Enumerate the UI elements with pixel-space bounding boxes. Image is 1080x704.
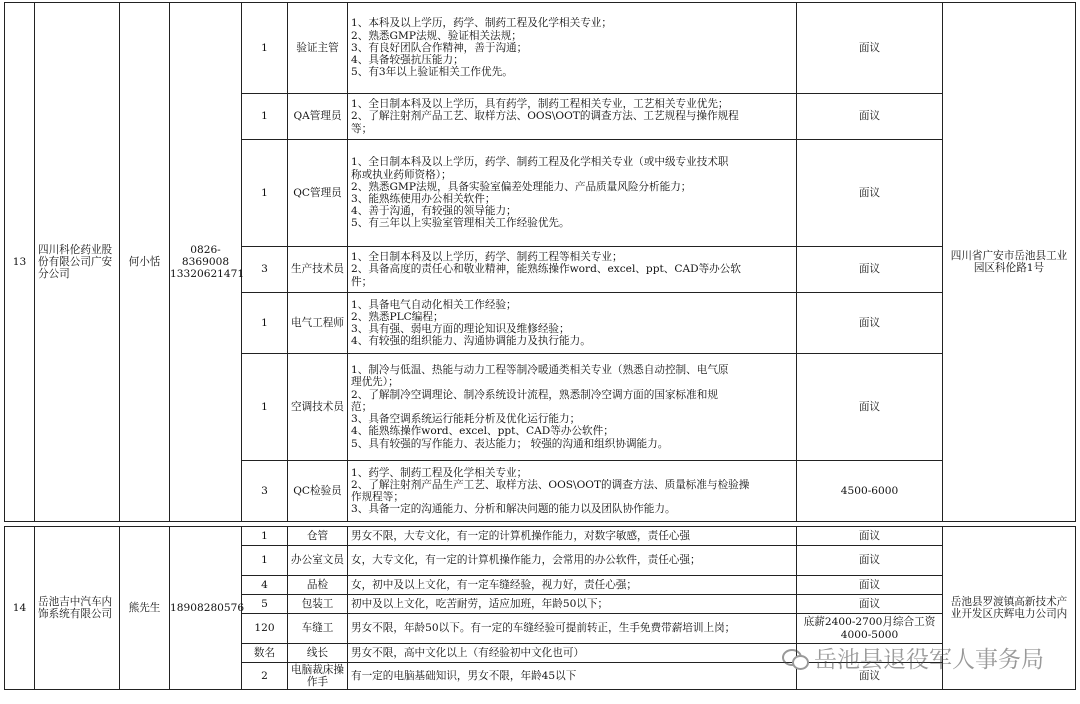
job-salary: 面议	[797, 3, 943, 94]
job-count: 1	[242, 140, 288, 247]
requirement-line: 3、能熟练使用办公相关软件；	[351, 193, 496, 205]
requirement-line: 理优先）；	[351, 376, 399, 389]
job-title: 包装工	[288, 595, 348, 614]
job-salary	[797, 644, 943, 663]
job-requirements	[348, 546, 797, 576]
company-name: 岳池吉中汽车内饰系统有限公司	[35, 527, 120, 690]
salary-line: 底薪2400-2700月综合工资	[803, 616, 936, 629]
job-title: QA管理员	[288, 94, 348, 140]
company-address: 岳池县罗渡镇高新技术产业开发区庆辉电力公司内	[943, 527, 1076, 690]
phone-line: 0826-	[190, 243, 221, 256]
requirement-line: 2、了解注射剂产品生产工艺、取样方法、OOS\OOT的调查方法、质量标准与检验操	[351, 478, 750, 491]
requirement-line: 4、能熟练操作word、excel、ppt、CAD等办公软件；	[351, 425, 614, 438]
requirement-line: 1、制冷与低温、热能与动力工程等制冷暖通类相关专业（熟悉自动控制、电气原	[351, 364, 729, 377]
job-title: QC检验员	[288, 461, 348, 522]
job-count: 5	[242, 595, 288, 614]
requirement-line: 4、具备较强抗压能力；	[351, 54, 464, 67]
requirement-line: 男女不限，大专文化，有一定的计算机操作能力，对数字敏感，责任心强	[351, 529, 690, 542]
job-count: 4	[242, 576, 288, 595]
company-number: 13	[5, 3, 35, 522]
job-title: 空调技术员	[288, 354, 348, 461]
job-requirements	[348, 527, 797, 546]
job-requirements	[348, 663, 797, 690]
requirement-line: 1、全日制本科及以上学历，药学、制药工程及化学相关专业（或中级专业技术职	[351, 156, 729, 169]
job-count: 120	[242, 614, 288, 644]
requirement-line: 3、具有强、弱电方面的理论知识及维修经验；	[351, 323, 570, 335]
job-count: 2	[242, 663, 288, 690]
job-requirements	[348, 94, 797, 140]
job-title: 验证主管	[288, 3, 348, 94]
requirement-line: 1、全日制本科及以上学历，药学、制药工程等相关专业；	[351, 251, 623, 264]
job-salary: 面议	[797, 576, 943, 595]
requirement-line: 件；	[351, 275, 373, 288]
job-count: 1	[242, 94, 288, 140]
requirement-line: 范；	[351, 400, 373, 413]
requirement-line: 4、有较强的组织能力、沟通协调能力及执行能力。	[351, 335, 591, 348]
job-count: 3	[242, 461, 288, 522]
job-title: 办公室文员	[288, 546, 348, 576]
job-row	[5, 527, 1076, 546]
job-requirements	[348, 354, 797, 461]
job-count: 1	[242, 527, 288, 546]
job-requirements	[348, 293, 797, 354]
requirement-line: 称或执业药师资格）；	[351, 168, 452, 181]
contact-phone	[170, 527, 245, 690]
requirement-line: 女，初中及以上文化，有一定车缝经验，视力好，责任心强；	[351, 578, 638, 591]
job-requirements	[348, 614, 797, 644]
job-requirements	[348, 461, 797, 522]
salary-line: 4000-5000	[840, 628, 899, 641]
job-salary: 面议	[797, 293, 943, 354]
watermark-text: 岳池县退役军人事务局	[814, 647, 1044, 673]
requirement-line: 5、有3年以上验证相关工作优先。	[351, 66, 513, 79]
job-title: 电脑裁床操作手	[288, 663, 348, 690]
job-title: 生产技术员	[288, 247, 348, 293]
contact-person: 何小恬	[120, 3, 170, 522]
requirement-line: 3、具备一定的沟通能力、分析和解决问题的能力以及团队协作能力。	[351, 503, 676, 516]
requirement-line: 等；	[351, 122, 373, 135]
company-number: 14	[5, 527, 35, 690]
requirement-line: 3、有良好团队合作精神，善于沟通；	[351, 41, 528, 54]
job-salary: 面议	[797, 247, 943, 293]
phone-line: 13320621471	[170, 268, 245, 281]
job-count: 3	[242, 247, 288, 293]
job-salary: 4500-6000	[797, 461, 943, 522]
contact-person: 熊先生	[120, 527, 170, 690]
requirement-line: 男女不限，高中文化以上（有经验初中文化也可）	[351, 646, 585, 659]
job-title: 品检	[288, 576, 348, 595]
job-title: 车缝工	[288, 614, 348, 644]
job-salary	[797, 614, 943, 644]
phone-line: 18908280576	[170, 602, 245, 615]
job-requirements	[348, 576, 797, 595]
job-title: 仓管	[288, 527, 348, 546]
contact-phone	[170, 3, 245, 522]
requirement-line: 1、具备电气自动化相关工作经验；	[351, 298, 517, 311]
company-name: 四川科伦药业股份有限公司广安分公司	[35, 3, 120, 522]
requirement-line: 1、全日制本科及以上学历，具有药学，制药工程相关专业，工艺相关专业优先；	[351, 98, 729, 111]
job-count: 1	[242, 546, 288, 576]
requirement-line: 5、具有较强的写作能力、表达能力； 较强的沟通和组织协调能力。	[351, 437, 669, 450]
requirement-line: 有一定的电脑基础知识，男女不限，年龄45以下	[351, 670, 577, 683]
company-address: 四川省广安市岳池县工业园区科伦路1号	[943, 3, 1076, 522]
job-count: 1	[242, 3, 288, 94]
requirement-line: 5、有三年以上实验室管理相关工作经验优先。	[351, 217, 570, 230]
requirement-line: 2、具备高度的责任心和敬业精神，能熟练操作word、excel、ppt、CAD等办公软	[351, 263, 741, 276]
job-salary: 面议	[797, 94, 943, 140]
job-title: QC管理员	[288, 140, 348, 247]
job-salary: 面议	[797, 354, 943, 461]
job-title: 线长	[288, 644, 348, 663]
requirement-line: 2、熟悉GMP法规、验证相关法规；	[351, 29, 522, 42]
requirement-line: 2、熟悉GMP法规，具备实验室偏差处理能力、产品质量风险分析能力；	[351, 180, 692, 193]
requirement-line: 2、了解制冷空调理论、制冷系统设计流程，熟悉制冷空调方面的国家标准和规	[351, 388, 718, 401]
requirement-line: 作规程等；	[351, 491, 404, 503]
job-count: 1	[242, 354, 288, 461]
job-requirements	[348, 247, 797, 293]
job-salary: 面议	[797, 140, 943, 247]
job-title: 电气工程师	[288, 293, 348, 354]
job-salary: 面议	[797, 527, 943, 546]
job-requirements	[348, 140, 797, 247]
job-count: 1	[242, 293, 288, 354]
requirement-line: 4、善于沟通，有较强的领导能力；	[351, 205, 517, 218]
job-listing-table	[4, 2, 1076, 690]
job-salary: 面议	[797, 663, 943, 690]
job-requirements	[348, 595, 797, 614]
requirement-line: 3、具备空调系统运行能耗分析及优化运行能力；	[351, 413, 581, 426]
job-requirements	[348, 644, 797, 663]
job-salary: 面议	[797, 595, 943, 614]
job-row	[5, 3, 1076, 94]
requirement-line: 女，大专文化，有一定的计算机操作能力，会常用的办公软件，责任心强；	[351, 554, 701, 567]
job-requirements	[348, 3, 797, 94]
requirement-line: 初中及以上文化，吃苦耐劳，适应加班，年龄50以下；	[351, 597, 609, 610]
requirement-line: 2、熟悉PLC编程；	[351, 310, 444, 323]
requirement-line: 2、了解注射剂产品工艺、取样方法、OOS\OOT的调查方法、工艺规程与操作规程	[351, 110, 739, 123]
requirement-line: 男女不限，年龄50以下。有一定的车缝经验可提前转正，生手免费带薪培训上岗；	[351, 622, 736, 635]
requirement-line: 1、本科及以上学历，药学、制药工程及化学相关专业；	[351, 17, 612, 30]
job-count: 数名	[242, 644, 288, 663]
phone-line: 8369008	[181, 255, 230, 268]
requirement-line: 1、药学、制药工程及化学相关专业；	[351, 466, 528, 479]
job-salary: 面议	[797, 546, 943, 576]
